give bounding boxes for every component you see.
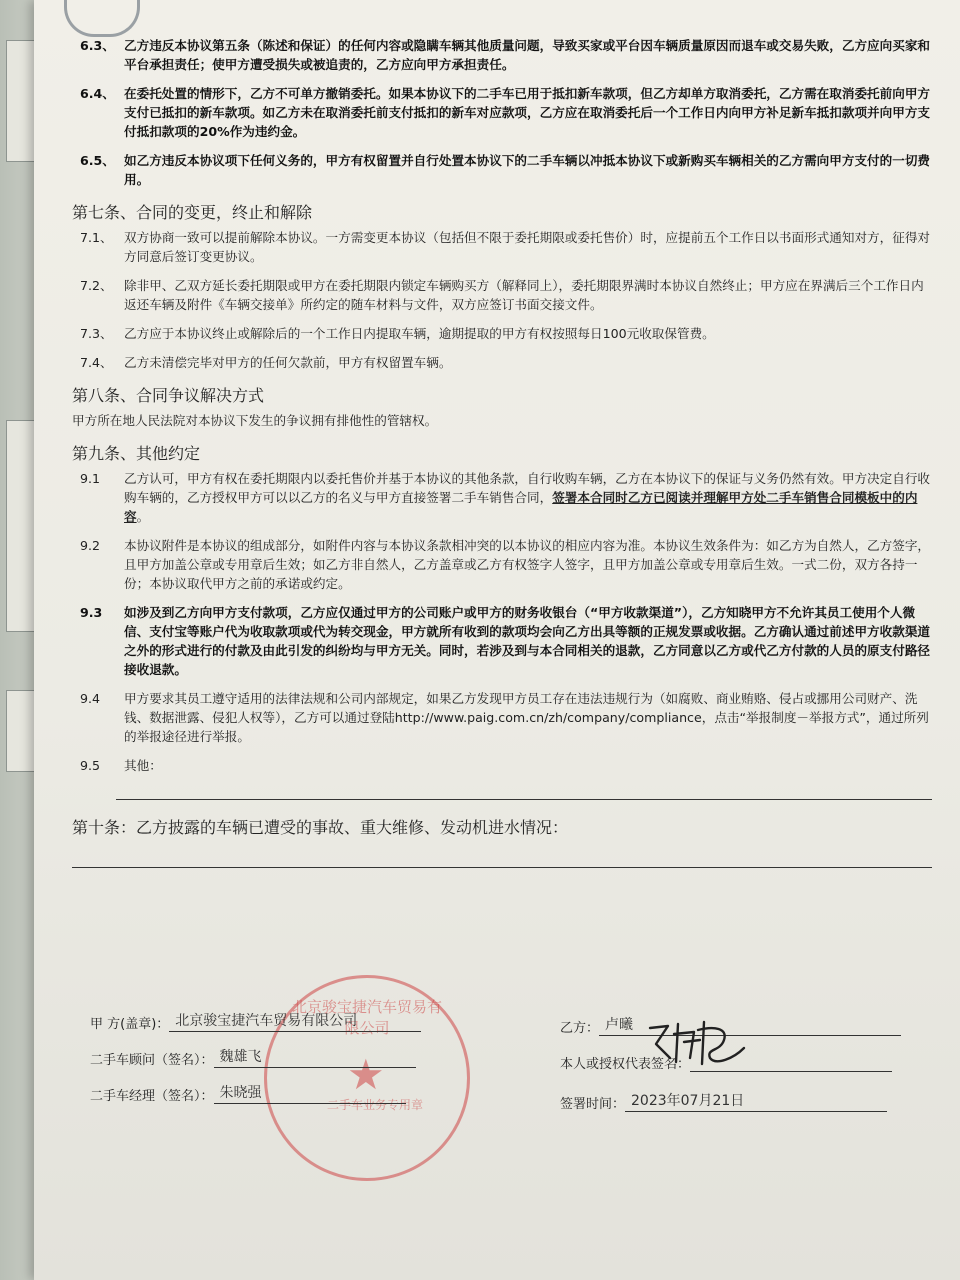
disclosure-line[interactable] <box>72 847 932 868</box>
article-10-title: 第十条：乙方披露的车辆已遭受的事故、重大维修、发动机进水情况： <box>72 818 569 837</box>
seal-star-icon: ★ <box>347 1050 385 1099</box>
clause-7-1: 7.1、 双方协商一致可以提前解除本协议。一方需变更本协议（包括但不限于委托期限或委托售价）时，应提前五个工作日以书面形式通知对方，征得对方同意后签订变更协议。 <box>80 230 930 264</box>
clause-9-1-end: 。 <box>136 509 150 524</box>
article-7-title: 第七条、合同的变更，终止和解除 <box>72 203 313 222</box>
party-b-value[interactable]: 卢曦 <box>599 1014 901 1036</box>
date-row <box>560 1090 887 1112</box>
signature-block <box>74 1010 934 1120</box>
seal-subtitle: 二手车业务专用章 <box>327 1098 424 1112</box>
clause-6-4: 6.4、 在委托处置的情形下，乙方不可单方撤销委托。如果本协议下的二手车已用于抵扣新车款项，但乙方却单方取消委托，乙方需在取消委托前向甲方支付已抵扣的新车款项。如乙方未在取消委托前支付抵扣的新车对应款项，乙方应在取消委托后一个工作日内向甲方补足新车抵扣款项并向甲方支付抵扣款项的20%作为违约金。 <box>80 86 930 139</box>
seal-text: 北京骏宝捷汽车贸易有限公司 <box>291 998 442 1037</box>
rep-label: 本人或授权代表签名： <box>560 1057 691 1072</box>
clause-6-5: 6.5、 如乙方违反本协议项下任何义务的，甲方有权留置并自行处置本协议下的二手车辆以冲抵本协议下或新购买车辆相关的乙方需向甲方支付的一切费用。 <box>80 153 930 187</box>
manager-signature[interactable]: 朱晓强 <box>214 1082 406 1104</box>
date-value[interactable]: 2023年07月21日 <box>625 1090 887 1112</box>
party-a-row <box>90 1010 421 1032</box>
clause-7-4: 7.4、 乙方未清偿完毕对甲方的任何欠款前，甲方有权留置车辆。 <box>80 355 452 370</box>
contract-body <box>72 36 932 868</box>
advisor-signature[interactable]: 魏雄飞 <box>214 1046 416 1068</box>
clause-7-3: 7.3、 乙方应于本协议终止或解除后的一个工作日内提取车辆，逾期提取的甲方有权按照每日100元收取保管费。 <box>80 326 715 341</box>
article-8-title: 第八条、合同争议解决方式 <box>72 386 265 405</box>
article-9-title: 第九条、其他约定 <box>72 444 201 463</box>
manager-row <box>90 1082 406 1104</box>
party-b-label: 乙方： <box>560 1021 600 1036</box>
clause-9-1: 9.1 乙方认可，甲方有权在委托期限内以委托售价并基于本协议的其他条款，自行收购车辆，乙方在本协议下的保证与义务仍然有效。甲方决定自行收购车辆的，乙方授权甲方可以以乙方的名义与甲方直接签署二手车销售合同，签署本合同时乙方已阅读并理解甲方处二手车销售合同模板中的内容。 <box>80 471 930 524</box>
clause-9-2: 9.2 本协议附件是本协议的组成部分，如附件内容与本协议条款相冲突的以本协议的相应内容为准。本协议生效条件为：如乙方为自然人，乙方签字，且甲方加盖公章或专用章后生效；如乙方非自然人，乙方盖章或乙方有权签字人签字，且甲方加盖公章或专用章后生效。一式二份，双方各持一份；本协议取代甲方之前的承诺或约定。 <box>80 538 930 591</box>
article-8-text: 甲方所在地人民法院对本协议下发生的争议拥有排他性的管辖权。 <box>72 413 438 428</box>
advisor-row <box>90 1046 416 1068</box>
handwritten-signature <box>644 1018 764 1068</box>
other-agreements-line[interactable] <box>116 779 932 800</box>
date-label: 签署时间： <box>560 1097 626 1112</box>
clause-9-5: 9.5 其他： <box>80 758 162 773</box>
clause-9-4: 9.4 甲方要求其员工遵守适用的法律法规和公司内部规定，如果乙方发现甲方员工存在违法违规行为（如腐败、商业贿赂、侵占或挪用公司财产、洗钱、数据泄露、侵犯人权等），乙方可以通过登陆http://www.paig.com.cn/zh/company/compliance，点击“举报制度－举报方式”，通过所列的举报途径进行举报。 <box>80 691 929 744</box>
manager-label: 二手车经理（签名）： <box>90 1089 214 1104</box>
party-a-label: 甲 方(盖章)： <box>90 1017 170 1032</box>
clause-7-2: 7.2、 除非甲、乙双方延长委托期限或甲方在委托期限内锁定车辆购买方（解释同上），委托期限界满时本协议自然终止；甲方应在界满后三个工作日内返还车辆及附件《车辆交接单》所约定的随车材料与文件，双方应签订书面交接文件。 <box>80 278 924 312</box>
clause-9-1-emphasis: 签署本合同时乙方已阅读并理解甲方处二手车销售合同模板中的内容 <box>124 490 918 524</box>
paper-clip <box>64 0 140 37</box>
clause-9-3: 9.3 如涉及到乙方向甲方支付款项，乙方应仅通过甲方的公司账户或甲方的财务收银台（“甲方收款渠道”），乙方知晓甲方不允许其员工使用个人微信、支付宝等账户代为收取款项或代为转交现金，甲方就所有收到的款项均会向乙方出具等额的正规发票或收据。乙方确认通过前述甲方收款渠道之外的形式进行的付款及由此引发的纠纷均与甲方无关。同时，若涉及到与本合同相关的退款，乙方同意以乙方或代乙方付款的人员的原支付路径接收退款。 <box>80 605 930 677</box>
party-a-value[interactable]: 北京骏宝捷汽车贸易有限公司 <box>169 1010 421 1032</box>
advisor-label: 二手车顾问（签名）： <box>90 1053 214 1068</box>
contract-page <box>34 0 960 1280</box>
clause-6-3: 6.3、 乙方违反本协议第五条（陈述和保证）的任何内容或隐瞒车辆其他质量问题，导致买家或平台因车辆质量原因而退车或交易失败，乙方应向买家和平台承担责任；使甲方遭受损失或被追责的，乙方应向甲方承担责任。 <box>80 38 930 72</box>
clause-9-1-text: 乙方认可，甲方有权在委托期限内以委托售价并基于本协议的其他条款，自行收购车辆，乙方在本协议下的保证与义务仍然有效。甲方决定自行收购车辆的，乙方授权甲方可以以乙方的名义与甲方直接签署二手车销售合同， <box>124 471 930 505</box>
